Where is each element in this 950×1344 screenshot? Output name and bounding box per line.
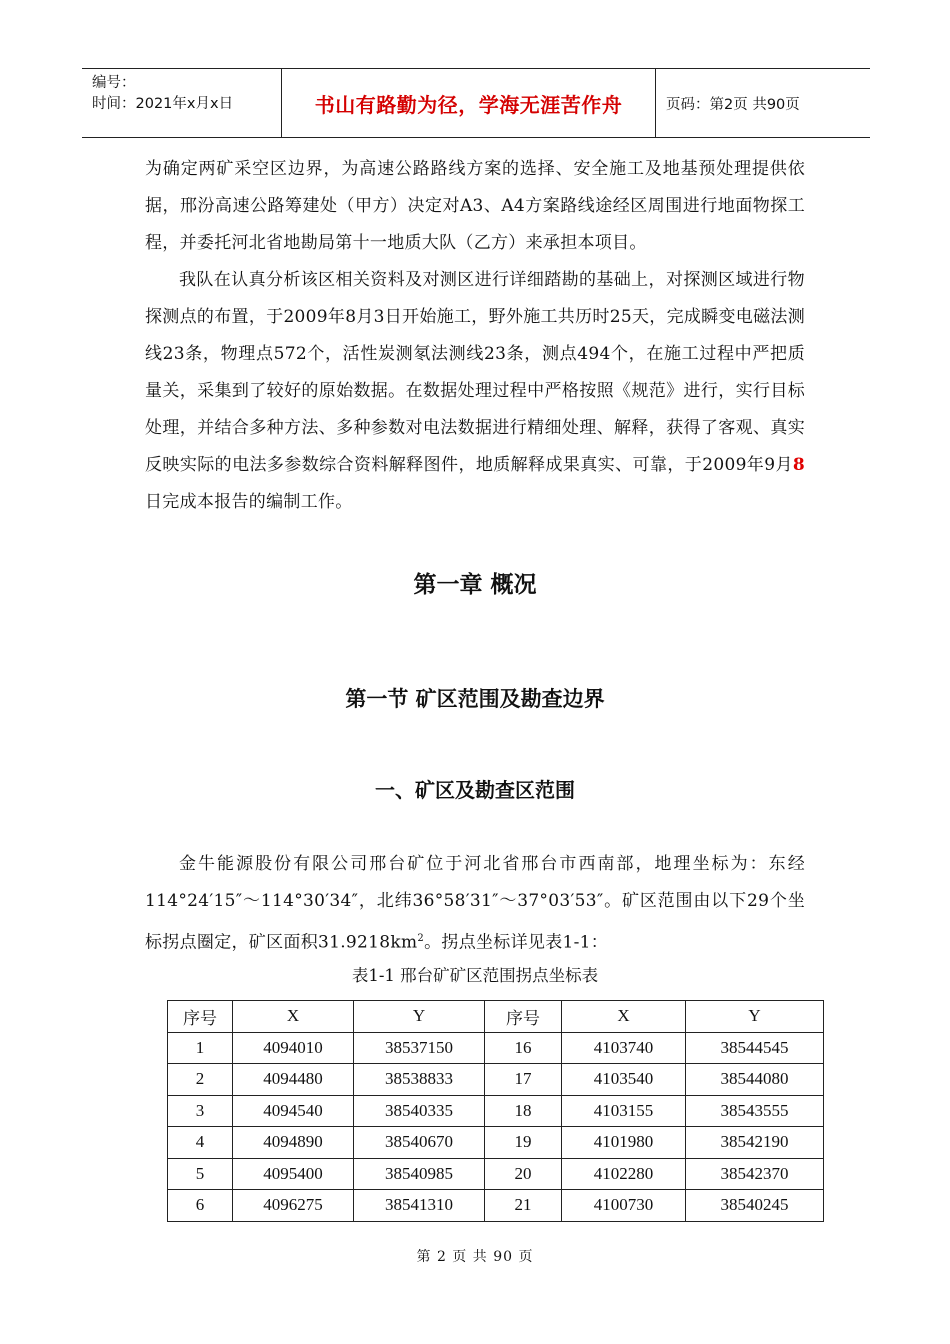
table-cell: 3 xyxy=(168,1095,233,1127)
table-cell: 38544080 xyxy=(686,1064,824,1096)
table-cell: 4094890 xyxy=(233,1127,354,1159)
table-cell: 16 xyxy=(485,1032,562,1064)
range-paragraph xyxy=(145,846,805,962)
range-paragraph-end: 。拐点坐标详见表1-1： xyxy=(424,932,609,953)
range-description xyxy=(145,846,805,962)
chapter-title: 第一章 概况 xyxy=(413,572,537,598)
table-cell: 38540985 xyxy=(354,1158,485,1190)
table-row xyxy=(168,1095,824,1127)
table-cell: 4101980 xyxy=(562,1127,686,1159)
table-cell: 4 xyxy=(168,1127,233,1159)
table-cell: 4103155 xyxy=(562,1095,686,1127)
header-x-1: X xyxy=(233,1001,354,1033)
table-cell: 38538833 xyxy=(354,1064,485,1096)
table-row xyxy=(168,1127,824,1159)
table-cell: 4100730 xyxy=(562,1190,686,1222)
table-cell: 17 xyxy=(485,1064,562,1096)
range-paragraph-text: 金牛能源股份有限公司邢台矿位于河北省邢台市西南部，地理坐标为：东经114°24′15″～114°30′34″，北纬36°58′31″～37°03′53″。矿区范围由以下29个坐标拐点圈定，矿区面积31.9218km xyxy=(145,854,805,953)
header-page-code: 页码：第2页 共90页 xyxy=(666,96,800,113)
table-row xyxy=(168,1190,824,1222)
coordinates-table xyxy=(167,1000,824,1222)
table-row xyxy=(168,1158,824,1190)
page-header xyxy=(82,68,870,138)
table-cell: 4103740 xyxy=(562,1032,686,1064)
table-cell: 18 xyxy=(485,1095,562,1127)
table-cell: 1 xyxy=(168,1032,233,1064)
table-cell: 38543555 xyxy=(686,1095,824,1127)
table-cell: 4102280 xyxy=(562,1158,686,1190)
intro-paragraph-2 xyxy=(145,262,805,521)
area-unit-superscript: 2 xyxy=(417,933,425,944)
document-number: 编号： xyxy=(92,75,136,91)
header-meta xyxy=(82,69,282,137)
table-cell: 4094010 xyxy=(233,1032,354,1064)
table-cell: 38541310 xyxy=(354,1190,485,1222)
table-cell: 21 xyxy=(485,1190,562,1222)
table-cell: 38544545 xyxy=(686,1032,824,1064)
table-cell: 20 xyxy=(485,1158,562,1190)
table-header-row xyxy=(168,1001,824,1033)
header-index-2: 序号 xyxy=(485,1001,562,1033)
table-cell: 38540245 xyxy=(686,1190,824,1222)
table-cell: 4094480 xyxy=(233,1064,354,1096)
table-cell: 6 xyxy=(168,1190,233,1222)
subsection-title: 一、矿区及勘查区范围 xyxy=(375,778,575,802)
header-motto: 书山有路勤为径，学海无涯苦作舟 xyxy=(282,69,656,137)
header-x-2: X xyxy=(562,1001,686,1033)
table-row xyxy=(168,1032,824,1064)
section-title: 第一节 矿区范围及勘查边界 xyxy=(345,687,605,711)
table-cell: 4103540 xyxy=(562,1064,686,1096)
table-cell: 38537150 xyxy=(354,1032,485,1064)
header-y-2: Y xyxy=(686,1001,824,1033)
intro-text xyxy=(145,151,805,521)
table-cell: 4096275 xyxy=(233,1190,354,1222)
highlighted-date: 8 xyxy=(792,455,805,475)
table-cell: 4095400 xyxy=(233,1158,354,1190)
table-row xyxy=(168,1064,824,1096)
table-cell: 4094540 xyxy=(233,1095,354,1127)
table-cell: 38542370 xyxy=(686,1158,824,1190)
header-y-1: Y xyxy=(354,1001,485,1033)
page-footer: 第 2 页 共 90 页 xyxy=(416,1249,534,1265)
table-cell: 38540670 xyxy=(354,1127,485,1159)
document-time: 时间：2021年x月x日 xyxy=(92,96,234,112)
header-index-1: 序号 xyxy=(168,1001,233,1033)
table-cell: 38542190 xyxy=(686,1127,824,1159)
table-cell: 5 xyxy=(168,1158,233,1190)
intro-paragraph-2-end: 日完成本报告的编制工作。 xyxy=(145,492,353,512)
table-caption: 表1-1 邢台矿矿区范围拐点坐标表 xyxy=(351,966,599,985)
table-cell: 2 xyxy=(168,1064,233,1096)
intro-paragraph-1: 为确定两矿采空区边界，为高速公路路线方案的选择、安全施工及地基预处理提供依据，邢汾高速公路筹建处（甲方）决定对A3、A4方案路线途经区周围进行地面物探工程，并委托河北省地勘局第十一地质大队（乙方）来承担本项目。 xyxy=(145,159,805,253)
table-cell: 19 xyxy=(485,1127,562,1159)
table-cell: 38540335 xyxy=(354,1095,485,1127)
intro-paragraph-2-text: 我队在认真分析该区相关资料及对测区进行详细踏勘的基础上，对探测区域进行物探测点的布置，于2009年8月3日开始施工，野外施工共历时25天，完成瞬变电磁法测线23条，物理点572个，活性炭测氡法测线23条，测点494个，在施工过程中严把质量关，采集到了较好的原始数据。在数据处理过程中严格按照《规范》进行，实行目标处理，并结合多种方法、多种参数对电法数据进行精细处理、解释，获得了客观、真实反映实际的电法多参数综合资料解释图件，地质解释成果真实、可靠，于2009年9月 xyxy=(145,270,805,475)
